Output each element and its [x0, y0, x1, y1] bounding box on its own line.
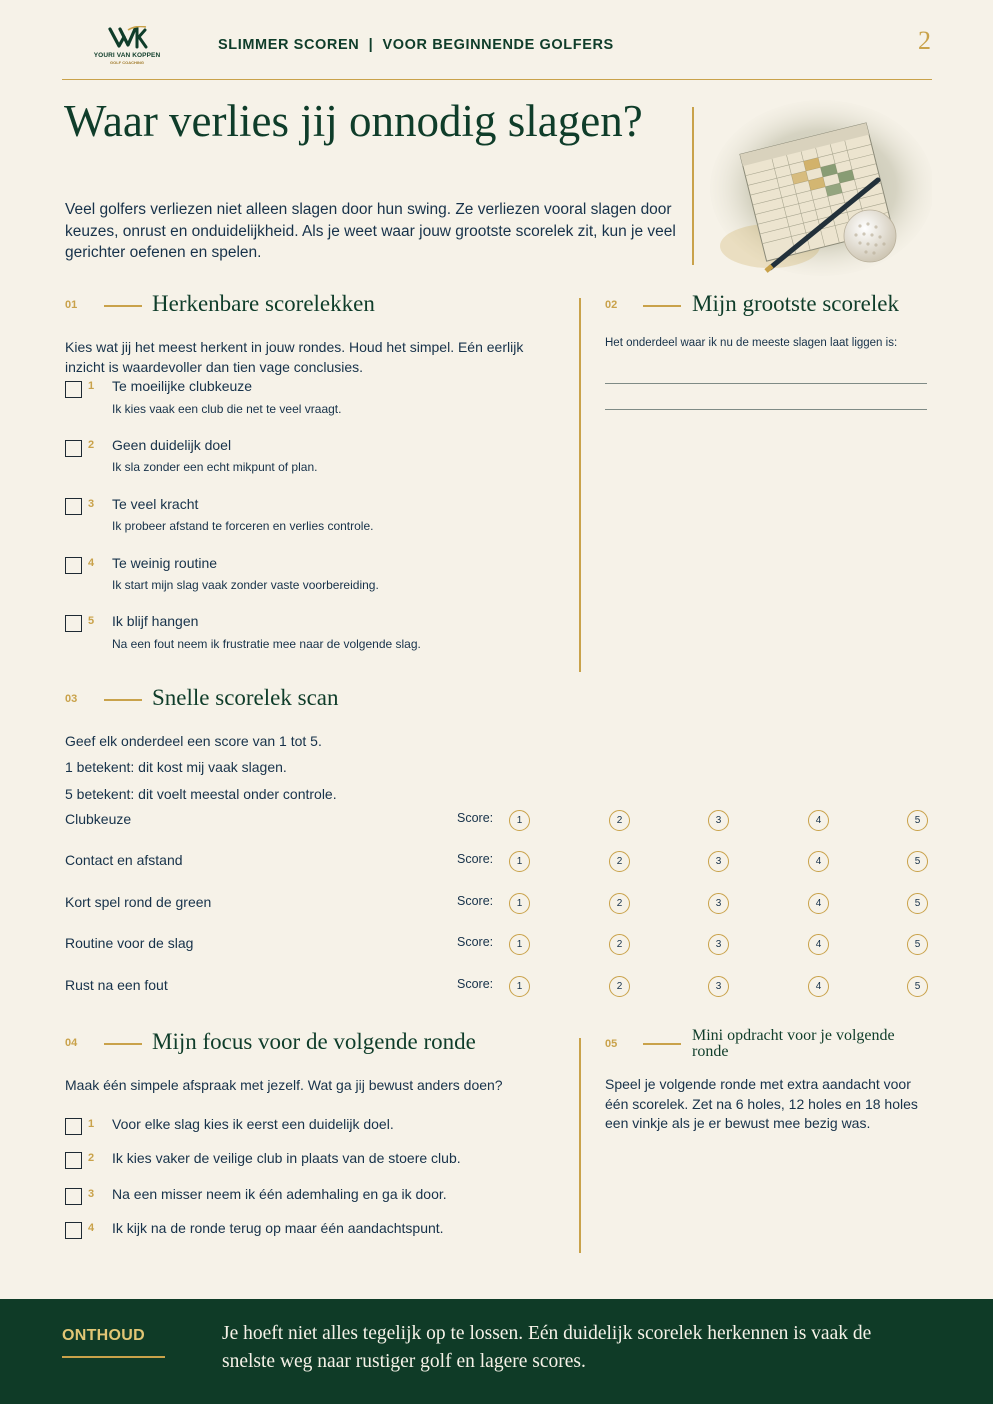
item-number: 1 [88, 1118, 95, 1130]
score-option[interactable]: 4 [808, 893, 829, 914]
score-option[interactable]: 5 [907, 851, 928, 872]
scan-row-label: Rust na een fout [65, 977, 168, 993]
score-option[interactable]: 2 [609, 851, 630, 872]
logo-name: YOURI VAN KOPPEN [93, 52, 161, 59]
focus-item-text: Ik kijk na de ronde terug op maar één aandachtspunt. [112, 1220, 444, 1236]
focus-item-text: Voor elke slag kies ik eerst een duidelijk doel. [112, 1116, 394, 1132]
section-title-scan: Snelle scorelek scan [152, 685, 339, 710]
score-option[interactable]: 5 [907, 976, 928, 997]
section-number-05: 05 [605, 1038, 618, 1050]
score-option[interactable]: 2 [609, 934, 630, 955]
section-rule [104, 305, 142, 307]
scan-scale-high: 5 betekent: dit voelt meestal onder controle. [65, 786, 337, 802]
score-option[interactable]: 3 [708, 934, 729, 955]
scan-row-label: Clubkeuze [65, 811, 132, 827]
score-option[interactable]: 2 [609, 976, 630, 997]
page-number: 2 [918, 26, 931, 55]
score-option[interactable]: 5 [907, 810, 928, 831]
item-number: 1 [88, 380, 95, 392]
answer-line-2[interactable] [605, 409, 927, 410]
scan-row-label: Routine voor de slag [65, 935, 194, 951]
focus-checkbox[interactable] [65, 1222, 82, 1239]
score-option[interactable]: 4 [808, 976, 829, 997]
item-number: 3 [88, 498, 95, 510]
score-option[interactable]: 2 [609, 893, 630, 914]
section-rule [643, 305, 681, 307]
item-checkbox[interactable] [65, 615, 82, 632]
scan-instruction: Geef elk onderdeel een score van 1 tot 5. [65, 733, 322, 749]
focus-intro: Maak één simpele afspraak met jezelf. Wat ga jij bewust anders doen? [65, 1077, 503, 1093]
item-description: Ik probeer afstand te forceren en verlies controle. [112, 519, 374, 533]
score-option[interactable]: 4 [808, 810, 829, 831]
item-title: Te veel kracht [112, 496, 199, 512]
footer-rule [62, 1356, 165, 1358]
section-rule [104, 699, 142, 701]
item-description: Ik kies vaak een club die net te veel vraagt. [112, 402, 342, 416]
item-title: Ik blijf hangen [112, 613, 199, 629]
scan-row-label: Kort spel rond de green [65, 894, 212, 910]
focus-checkbox[interactable] [65, 1188, 82, 1205]
section-rule [104, 1043, 142, 1045]
yvk-monogram-icon [84, 26, 170, 52]
item-description: Ik start mijn slag vaak zonder vaste voorbereiding. [112, 578, 379, 592]
scan-row-label: Contact en afstand [65, 852, 183, 868]
focus-checkbox[interactable] [65, 1118, 82, 1135]
item-title: Te moeilijke clubkeuze [112, 378, 253, 394]
logo-subtitle: GOLF COACHING [110, 60, 144, 65]
section-number-03: 03 [65, 693, 78, 705]
section-number-04: 04 [65, 1037, 78, 1049]
footer-text: Je hoeft niet alles tegelijk op te lossen. Eén duidelijk scorelek herkennen is vaak de snelste weg naar rustiger golf en lagere scores. [222, 1323, 872, 1372]
focus-checkbox[interactable] [65, 1152, 82, 1169]
section-title-mini-opdracht: Mini opdracht voor je volgende ronde [692, 1027, 895, 1060]
item-number: 4 [88, 1222, 95, 1234]
section-number-02: 02 [605, 299, 618, 311]
score-option[interactable]: 5 [907, 934, 928, 955]
column-divider [579, 1038, 581, 1253]
score-option[interactable]: 1 [509, 976, 530, 997]
score-option[interactable]: 1 [509, 810, 530, 831]
score-option[interactable]: 3 [708, 976, 729, 997]
score-option[interactable]: 3 [708, 893, 729, 914]
scan-scale-low: 1 betekent: dit kost mij vaak slagen. [65, 759, 287, 775]
score-label: Score: [457, 811, 494, 825]
score-option[interactable]: 5 [907, 893, 928, 914]
mini-opdracht-text: Speel je volgende ronde met extra aandacht voor één scorelek. Zet na 6 holes, 12 holes en 18 holes een vinkje als je er bewust mee bezig was. [605, 1076, 918, 1131]
score-option[interactable]: 1 [509, 934, 530, 955]
intro-text: Veel golfers verliezen niet alleen slagen door hun swing. Ze verliezen vooral slagen door keuzes, onrust en onduidelijkheid. Als je weet waar jouw grootste scorelek zit, kun je veel gerichter oefenen en spelen. [65, 201, 676, 261]
section-title-focus: Mijn focus voor de volgende ronde [152, 1029, 476, 1054]
score-option[interactable]: 2 [609, 810, 630, 831]
score-option[interactable]: 4 [808, 851, 829, 872]
brand-logo [84, 26, 170, 66]
scorecard-illustration [710, 96, 932, 276]
header-divider [62, 79, 932, 80]
score-label: Score: [457, 935, 494, 949]
score-label: Score: [457, 894, 494, 908]
section-title-grootste-scorelek: Mijn grootste scorelek [692, 291, 899, 316]
page-title: Waar verlies jij onnodig slagen? [64, 96, 643, 146]
score-option[interactable]: 1 [509, 851, 530, 872]
item-description: Na een fout neem ik frustratie mee naar de volgende slag. [112, 637, 421, 651]
score-option[interactable]: 4 [808, 934, 829, 955]
item-checkbox[interactable] [65, 440, 82, 457]
answer-prompt: Het onderdeel waar ik nu de meeste slagen laat liggen is: [605, 337, 898, 349]
item-number: 2 [88, 439, 95, 451]
item-title: Geen duidelijk doel [112, 437, 232, 453]
focus-item-text: Ik kies vaker de veilige club in plaats van de stoere club. [112, 1150, 461, 1166]
section-intro: Kies wat jij het meest herkent in jouw rondes. Houd het simpel. Eén eerlijk inzicht is waardevoller dan tien vage conclusies. [65, 339, 524, 375]
answer-line-1[interactable] [605, 383, 927, 384]
hero-divider [692, 107, 694, 265]
item-title: Te weinig routine [112, 555, 218, 571]
score-option[interactable]: 3 [708, 810, 729, 831]
item-number: 5 [88, 615, 95, 627]
score-label: Score: [457, 977, 494, 991]
footer-label: ONTHOUD [62, 1327, 145, 1344]
score-option[interactable]: 1 [509, 893, 530, 914]
item-description: Ik sla zonder een echt mikpunt of plan. [112, 460, 318, 474]
item-checkbox[interactable] [65, 557, 82, 574]
section-number-01: 01 [65, 299, 78, 311]
section-title-scorelekken: Herkenbare scorelekken [152, 291, 375, 316]
section-rule [643, 1043, 681, 1045]
score-option[interactable]: 3 [708, 851, 729, 872]
item-number: 4 [88, 557, 95, 569]
score-label: Score: [457, 852, 494, 866]
item-number: 2 [88, 1152, 95, 1164]
item-checkbox[interactable] [65, 381, 82, 398]
focus-item-text: Na een misser neem ik één ademhaling en ga ik door. [112, 1186, 447, 1202]
header-title: SLIMMER SCOREN | VOOR BEGINNENDE GOLFERS [218, 37, 614, 53]
item-checkbox[interactable] [65, 498, 82, 515]
item-number: 3 [88, 1188, 95, 1200]
column-divider [579, 298, 581, 672]
